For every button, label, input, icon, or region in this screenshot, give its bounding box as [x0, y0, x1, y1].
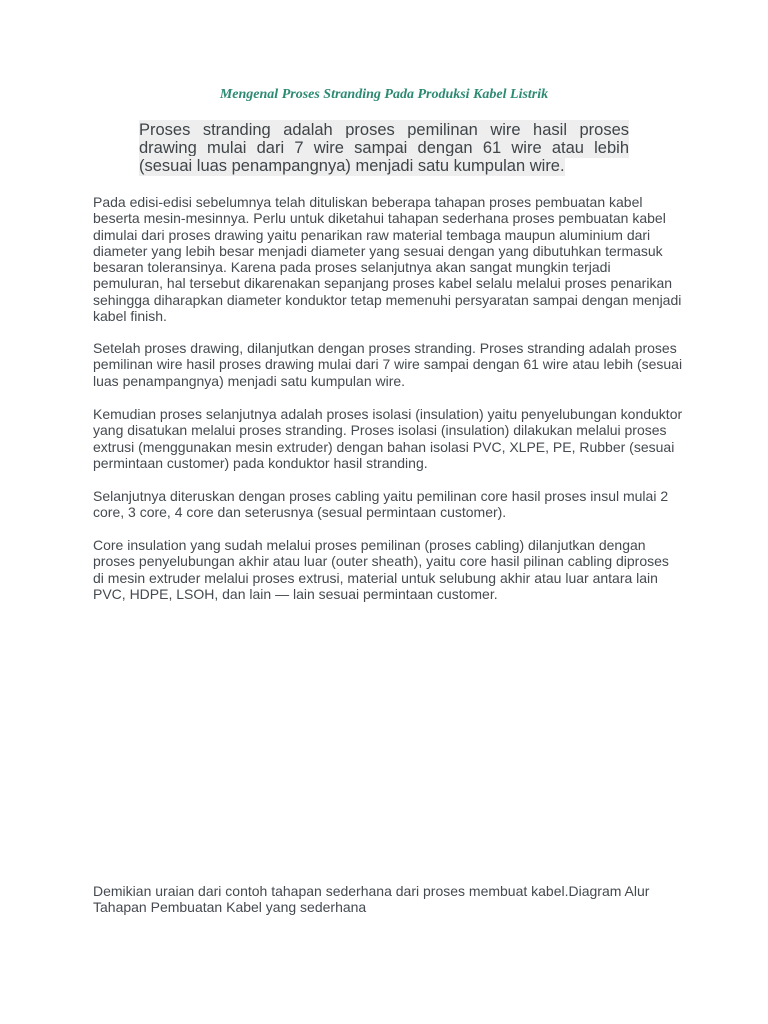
paragraph-cabling: Selanjutnya diteruskan dengan proses cabling yaitu pemilinan core hasil proses insul mulai 2 core, 3 core, 4 core dan seterusnya (sesual permintaan customer). [93, 488, 669, 521]
pull-quote-text: Proses stranding adalah proses pemilinan wire hasil proses drawing mulai dari 7 wire sampai dengan 61 wire atau lebih (sesuai luas penampangnya) menjadi satu kumpulan wire. [139, 121, 629, 175]
paragraph-intro: Pada edisi-edisi sebelumnya telah dituliskan beberapa tahapan proses pembuatan kabel beserta mesin-mesinnya. Perlu untuk diketahui tahapan sederhana proses pembuatan kabel dimulai dari proses drawing yaitu penarikan raw material tembaga maupun aluminium dari diameter yang lebih besar menjadi diameter yang sesuai dengan yang dibutuhkan termasuk besaran toleransinya. Karena pada proses selanjutnya akan sangat mungkin terjadi pemuluran, hal tersebut dikarenakan sepanjang proses kabel selalu melalui proses penarikan sehingga diharapkan diameter konduktor tetap memenuhi persyaratan sampai dengan menjadi kabel finish. [93, 194, 682, 325]
paragraph-insulation: Kemudian proses selanjutnya adalah proses isolasi (insulation) yaitu penyelubungan konduktor yang disatukan melalui proses stranding. Proses isolasi (insulation) dilakukan melalui proses extrusi (menggunakan mesin extruder) dengan bahan isolasi PVC, XLPE, PE, Rubber (sesuai permintaan customer) pada konduktor hasil stranding. [93, 406, 683, 471]
pull-quote [139, 121, 629, 175]
paragraph-sheath: Core insulation yang sudah melalui proses pemilinan (proses cabling) dilanjutkan dengan proses penyelubungan akhir atau luar (outer sheath), yaitu core hasil pilinan cabling diproses di mesin extruder melalui proses extrusi, material untuk selubung akhir atau luar antara lain PVC, HDPE, LSOH, dan lain — lain sesuai permintaan customer. [93, 537, 669, 602]
article-title: Mengenal Proses Stranding Pada Produksi Kabel Listrik [219, 87, 549, 102]
paragraph-conclusion: Demikian uraian dari contoh tahapan sederhana dari proses membuat kabel.Diagram Alur Tahapan Pembuatan Kabel yang sederhana [93, 883, 650, 916]
paragraph-stranding: Setelah proses drawing, dilanjutkan dengan proses stranding. Proses stranding adalah proses pemilinan wire hasil proses drawing mulai dari 7 wire sampai dengan 61 wire atau lebih (sesuai luas penampangnya) menjadi satu kumpulan wire. [93, 340, 683, 389]
